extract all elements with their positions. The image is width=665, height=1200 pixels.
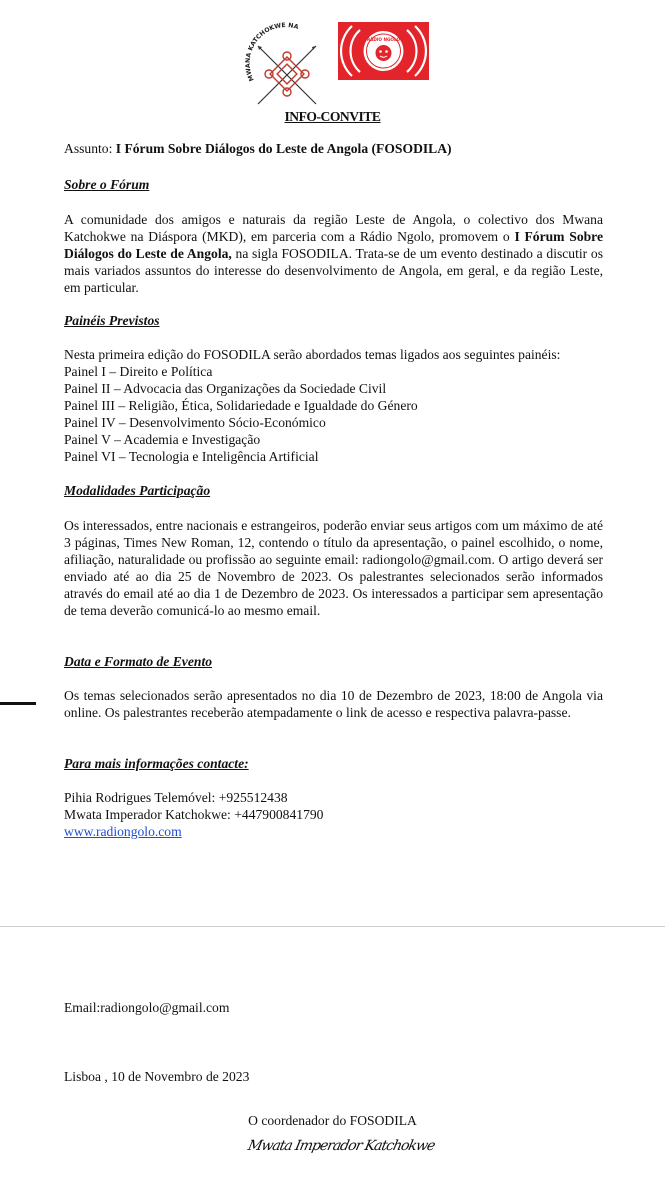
coordinator-title: O coordenador do FOSODILA <box>248 1113 417 1128</box>
website-link[interactable]: www.radiongolo.com <box>64 824 182 839</box>
section-heading-data-formato: Data e Formato de Evento <box>64 654 213 669</box>
svg-text:MWANA KATCHOKWE NA DIÁSPORA: MWANA KATCHOKWE NA <box>244 22 300 83</box>
painel-item: Painel I – Direito e Política <box>64 364 213 379</box>
contact-line: Pihia Rodrigues Telemóvel: +925512438 <box>64 790 288 805</box>
section-heading-modalidades: Modalidades Participação <box>64 483 211 498</box>
contacts-block <box>64 789 603 840</box>
section-text-sobre <box>64 211 603 296</box>
radio-ngolo-logo <box>338 22 429 80</box>
subject-value: I Fórum Sobre Diálogos do Leste de Angola (FOSODILA) <box>115 141 452 156</box>
section-text-data-formato: Os temas selecionados serão apresentados no dia 10 de Dezembro de 2023, 18:00 de Angola via online. Os palestrantes receberão atempadamente o link de acesso e respectiva palavra-passe. <box>64 688 603 720</box>
document-title: INFO-CONVITE <box>284 109 381 124</box>
subject-label: Assunto: <box>64 141 113 156</box>
coordinator-signature: Mwata Imperador Katchokwe <box>246 1138 436 1154</box>
section-heading-sobre: Sobre o Fórum <box>64 177 150 192</box>
paineis-list <box>64 346 603 465</box>
footer-place-date: Lisboa , 10 de Novembro de 2023 <box>64 1069 250 1084</box>
svg-text:RÁDIO NGOLO: RÁDIO NGOLO <box>366 37 401 42</box>
section-heading-paineis: Painéis Previstos <box>64 313 160 328</box>
contact-line: Mwata Imperador Katchokwe: +447900841790 <box>64 807 324 822</box>
sobre-text-start: A comunidade dos amigos e naturais da região Leste de Angola, o colectivo dos Mwana Katchokwe na Diáspora (MKD), em parceria com a Rádio Ngolo, promovem o <box>64 212 603 244</box>
painel-item: Painel II – Advocacia das Organizações da Sociedade Civil <box>64 381 387 396</box>
footer-email: Email:radiongolo@gmail.com <box>64 1000 230 1015</box>
page-break-divider <box>0 926 665 927</box>
section-heading-contactos: Para mais informações contacte: <box>64 756 249 771</box>
subject-line <box>64 140 603 157</box>
painel-item: Painel VI – Tecnologia e Inteligência Artificial <box>64 449 319 464</box>
painel-item: Painel IV – Desenvolvimento Sócio-Económico <box>64 415 326 430</box>
sobre-text-bold: I Fórum Sobre Diálogos do Leste de Angola, <box>64 229 603 261</box>
mwana-katchokwe-logo <box>240 20 332 112</box>
section-text-modalidades: Os interessados, entre nacionais e estrangeiros, poderão enviar seus artigos com um máximo de até 3 páginas, Times New Roman, 12, contendo o título da apresentação, o painel escolhido, o nome, afiliação, naturalidade ou profissão ao seguinte email: radiongolo@gmail.com. O artigo deverá ser enviado até ao dia 25 de Novembro de 2023. Os palestrantes selecionados serão informados através do email até ao dia 1 de Dezembro de 2023. Os interessados a participar sem apresentação de tema deverão comunicá-lo ao mesmo email. <box>64 518 603 618</box>
painel-item: Painel V – Academia e Investigação <box>64 432 261 447</box>
page-edge-mark <box>0 702 36 705</box>
sobre-text-end: na sigla FOSODILA. Trata-se de um evento destinado a discutir os mais variados assuntos do interesse do desenvolvimento de Angola, em geral, e da região Leste, em particular. <box>64 246 603 295</box>
paineis-intro: Nesta primeira edição do FOSODILA serão abordados temas ligados aos seguintes painéis: <box>64 347 561 362</box>
painel-item: Painel III – Religião, Ética, Solidariedade e Igualdade do Género <box>64 398 418 413</box>
